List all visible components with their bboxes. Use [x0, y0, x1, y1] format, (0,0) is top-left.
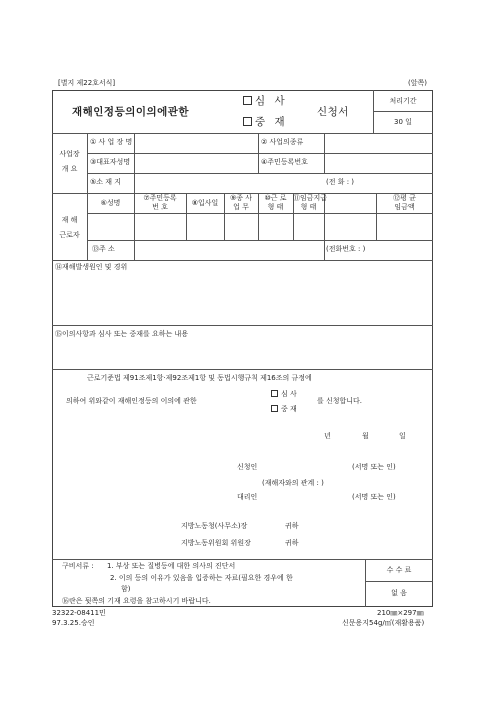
required-doc-1: 1. 부상 또는 질병등에 대한 의사의 진단서: [107, 562, 236, 570]
form-number: 32322-08411민: [52, 609, 106, 617]
paper-type: 신문용지54g/㎡(재활용품): [342, 619, 425, 627]
statement-option-arbitration[interactable]: [271, 405, 297, 413]
employer-resident-number-label: ④주민등록번호: [261, 158, 308, 166]
reference-note: ⑯란은 뒷쪽의 기재 요령을 참고하시기 바랍니다.: [62, 597, 211, 605]
title-option-arbitration[interactable]: [243, 117, 288, 128]
recipient-labor-office: 지방노동청(사무소)장: [181, 522, 248, 530]
fee-label: 수 수 료: [386, 566, 412, 574]
processing-period-label: 처리기간: [389, 97, 417, 105]
statement-line-1: 근로기준법 제91조제1항·제92조제1항 및 동법시행규칙 제16조의 규정에: [87, 374, 312, 382]
work-type-label-2: 형 태: [267, 203, 284, 211]
form-title-suffix: 신청서: [317, 106, 349, 118]
avg-wage-label: ⑫평 균: [393, 194, 416, 202]
applicant-signature: (서명 또는 인): [352, 463, 396, 471]
required-docs-label: 구비서류 :: [62, 562, 94, 570]
relation-label: (재해자와의 관계 : ): [262, 479, 324, 487]
review-checkbox[interactable]: [243, 96, 252, 105]
title-option-review-label: 심 사: [255, 95, 288, 107]
avg-wage-label-2: 임금액: [394, 203, 415, 211]
required-doc-2-cont: 함): [121, 585, 131, 593]
date-day-label: 일: [399, 432, 406, 440]
side-label: (앞쪽): [408, 79, 427, 87]
date-year-label: 년: [324, 432, 331, 440]
recipient-labor-office-suffix: 귀하: [285, 522, 299, 530]
accident-cause-label: ⑭재해발생원인 및 경위: [55, 263, 128, 271]
statement-arbitration-checkbox[interactable]: [271, 405, 278, 412]
worker-resident-number-label: ⑦주민등록: [143, 194, 177, 202]
agent-label: 대리인: [237, 493, 258, 501]
statement-option-review-label: 심 사: [281, 390, 297, 398]
worker-phone-label: (전화번호 : ): [326, 245, 366, 253]
business-type-label: ② 사업의종류: [261, 138, 304, 146]
attachment-label: [별지 제22호서식]: [58, 79, 116, 87]
statement-request: 를 신청합니다.: [317, 397, 363, 405]
job-label-2: 업 무: [233, 203, 249, 211]
statement-line-2: 의하여 위와같이 재해인정등의 이의에 관한: [66, 397, 197, 405]
business-name-label: ① 사 업 장 명: [90, 138, 133, 146]
arbitration-checkbox[interactable]: [243, 117, 252, 126]
processing-period-value: 30 일: [394, 118, 412, 126]
statement-option-review[interactable]: [271, 390, 297, 398]
required-doc-2: 2. 이의 등의 이유가 있음을 입증하는 자료(필요한 경우에 한: [110, 574, 293, 582]
applicant-label: 신청인: [237, 463, 258, 471]
employer-address-label: ⑤소 재 지: [90, 178, 122, 186]
recipient-labor-committee-suffix: 귀하: [285, 539, 299, 547]
date-month-label: 월: [362, 432, 369, 440]
employer-section-label: 사업장: [59, 150, 80, 158]
objection-label: ⑮이의사항과 심사 또는 중재를 요하는 내용: [55, 330, 189, 338]
wage-payment-label-2: 형 태: [300, 203, 317, 211]
worker-section-label: 재 해: [61, 216, 78, 224]
employer-phone-label: (전 화 : ): [326, 178, 355, 186]
recipient-labor-committee: 지방노동위원회 위원장: [181, 539, 251, 547]
title-option-arbitration-label: 중 재: [255, 116, 288, 128]
representative-label: ③대표자성명: [90, 158, 131, 166]
worker-name-label: ⑥성명: [100, 199, 121, 207]
form-title-prefix: 재해인정등의이의에관한: [72, 106, 190, 118]
worker-address-label: ⑬주 소: [92, 245, 115, 253]
work-type-label: ⑩근 로: [264, 194, 287, 202]
employer-section-label-2: 개 요: [61, 165, 78, 173]
paper-size: 210㎜×297㎜: [377, 609, 424, 617]
worker-resident-number-label-2: 번 호: [152, 203, 168, 211]
wage-payment-label: ⑪임금지급: [293, 194, 328, 202]
job-label: ⑨종 사: [229, 194, 253, 202]
statement-option-arbitration-label: 중 재: [281, 405, 297, 413]
fee-value: 없 음: [391, 589, 407, 597]
statement-review-checkbox[interactable]: [271, 390, 278, 397]
hire-date-label: ⑧입사일: [191, 199, 219, 207]
worker-section-label-2: 근로자: [59, 231, 80, 239]
agent-signature: (서명 또는 인): [352, 493, 396, 501]
title-option-review[interactable]: [243, 96, 288, 107]
approval-date: 97.3.25.승인: [52, 619, 95, 627]
